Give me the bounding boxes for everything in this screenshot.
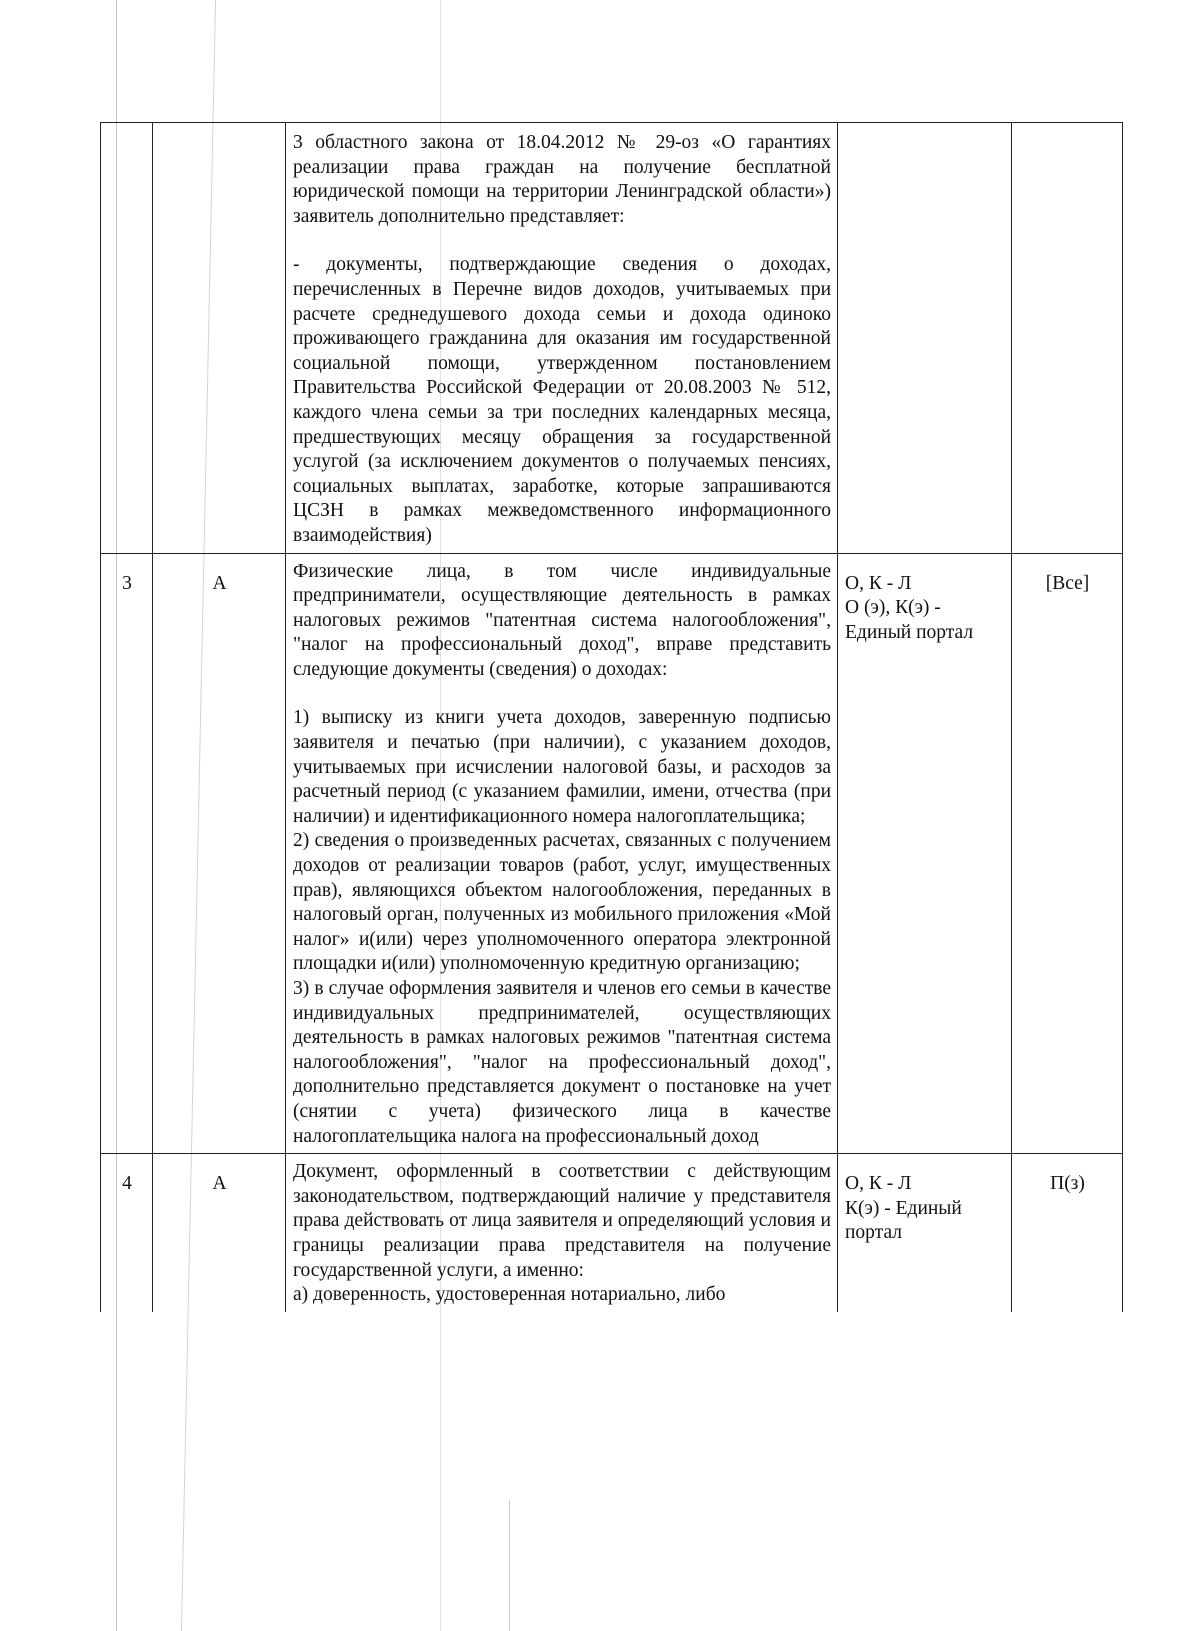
submission-form-line: портал <box>845 1222 902 1244</box>
paragraph-gap <box>293 682 831 706</box>
submission-form-line: Единый портал <box>845 621 974 643</box>
description-paragraph: Физические лица, в том числе индивидуальные предприниматели, осуществляющие деятельность в рамках налоговых режимов "патентная система налогообложения", "налог на профессиональный доход", вправе представить следующие документы (сведения) о доходах: <box>293 560 831 680</box>
description-paragraph: 2) сведения о произведенных расчетах, связанных с получением доходов от реализации товаров (работ, услуг, имущественных прав), являющихся объектом налогообложения, переданных в налоговый орган, полученных из мобильного приложения «Мой налог» и(или) через уполномоченного оператора электронной площадки и(или) уполномоченную кредитную организацию; <box>293 830 831 975</box>
description-paragraph: 3) в случае оформления заявителя и членов его семьи в качестве индивидуальных предпринимателей, осуществляющих деятельность в рамках налоговых режимов "патентная система налогообложения", "налог на профессиональный доход", дополнительно представляется документ о постановке на учет (снятии с учета) физического лица в качестве налогоплательщика налога на профессиональный доход <box>293 978 831 1147</box>
description-cell <box>286 1154 838 1312</box>
submission-form-cell <box>838 1154 1012 1312</box>
paragraph-gap <box>293 229 831 253</box>
category-cell <box>153 123 286 554</box>
submission-form-line: О (э), К(э) - <box>845 597 941 619</box>
submission-form-line: О, К - Л <box>845 1173 912 1195</box>
note-cell: П(з) <box>1012 1154 1123 1312</box>
description-paragraph: а) доверенность, удостоверенная нотариально, либо <box>293 1284 726 1306</box>
note-cell: [Все] <box>1012 553 1123 1154</box>
category-cell: А <box>153 553 286 1154</box>
table-row <box>101 1154 1123 1312</box>
submission-form-line: К(э) - Единый <box>845 1197 962 1219</box>
description-paragraph: Документ, оформленный в соответствии с действующим законодательством, подтверждающий наличие у представителя права действовать от лица заявителя и определяющий условия и границы реализации права представителя на получение государственной услуги, а именно: <box>293 1161 831 1281</box>
submission-form-cell <box>838 123 1012 554</box>
description-cell <box>286 553 838 1154</box>
description-cell <box>286 123 838 554</box>
note-cell <box>1012 123 1123 554</box>
row-number-cell: 4 <box>101 1154 153 1312</box>
table-row <box>101 553 1123 1154</box>
category-cell: А <box>153 1154 286 1312</box>
description-paragraph: 1) выписку из книги учета доходов, заверенную подписью заявителя и печатью (при наличии), с указанием доходов, учитываемых при исчислении налоговой базы, и расходов за расчетный период (с указанием фамилии, имени, отчества (при наличии) и идентификационного номера налогоплательщика; <box>293 707 831 827</box>
submission-form-cell <box>838 553 1012 1154</box>
submission-form-line: О, К - Л <box>845 572 912 594</box>
scan-artifact-line <box>509 1500 510 1631</box>
row-number-cell <box>101 123 153 554</box>
description-paragraph: - документы, подтверждающие сведения о доходах, перечисленных в Перечне видов доходов, учитываемых при расчете среднедушевого дохода семьи и дохода одиноко проживающего гражданина для оказания им государственной социальной помощи, утвержденном постановлением Правительства Российской Федерации от 20.08.2003 № 512, каждого члена семьи за три последних календарных месяца, предшествующих месяцу обращения за государственной услугой (за исключением документов о получаемых пенсиях, социальных выплатах, заработке, которые запрашиваются ЦСЗН в рамках межведомственного информационного взаимодействия) <box>293 254 831 546</box>
table-row <box>101 123 1123 554</box>
document-table <box>100 122 1123 1312</box>
description-paragraph: 3 областного закона от 18.04.2012 № 29-оз «О гарантиях реализации права граждан на получение бесплатной юридической помощи на территории Ленинградской области») заявитель дополнительно представляет: <box>293 132 831 227</box>
row-number-cell: 3 <box>101 553 153 1154</box>
